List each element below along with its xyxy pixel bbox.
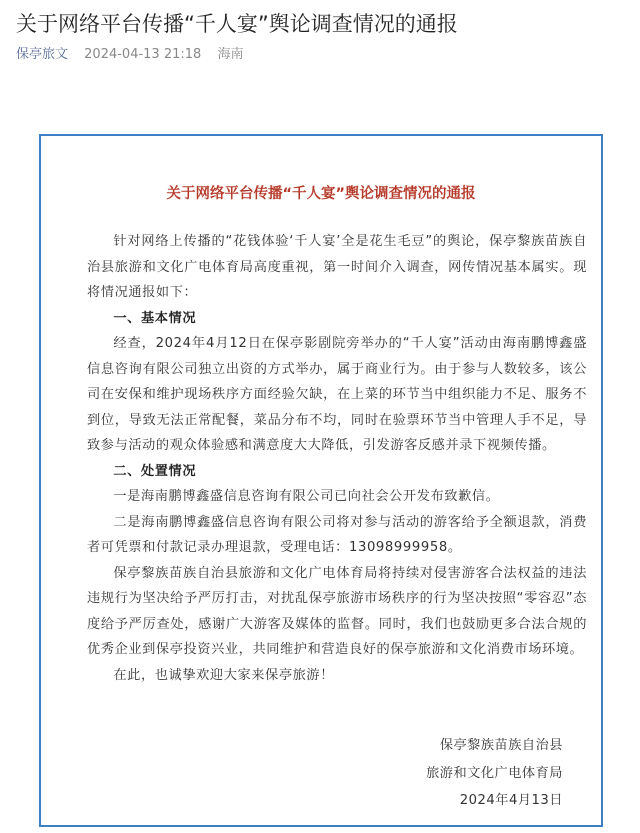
handling-item-1: 一是海南鹏博鑫盛信息咨询有限公司已向社会公开发布致歉信。 (113, 489, 500, 504)
notice-image (39, 134, 603, 827)
publish-datetime: 2024-04-13 21:18 (84, 47, 202, 62)
article-meta (16, 45, 243, 65)
handling-item-2: 二是海南鹏博鑫盛信息咨询有限公司将对参与活动的游客给予全额退款，消费者可凭票和付款记录办理退款，受理电话：13098999958。 (87, 514, 587, 555)
closing-paragraph: 保亭黎族苗族自治县旅游和文化广电体育局将持续对侵害游客合法权益的违法违规行为坚决给予严厉打击，对扰乱保亭旅游市场秩序的行为坚决按照“零容忍”态度给予严厉查处，感谢广大游客及媒体的监督。同时，我们也鼓励更多合法合规的优秀企业到保亭投资兴业，共同维护和营造良好的保亭旅游和文化消费市场环境。 (87, 565, 587, 657)
notice-body (87, 229, 587, 688)
author-link[interactable]: 保亭旅文 (16, 47, 69, 62)
intro-paragraph: 针对网络上传播的“花钱体验‘千人宴’全是花生毛豆”的舆论，保亭黎族苗族自治县旅游和文化广电体育局高度重视，第一时间介入调查，网传情况基本属实。现将情况通报如下： (87, 234, 587, 300)
section-heading-basic: 一、基本情况 (113, 310, 197, 326)
signature-date: 2024年4月13日 (459, 793, 563, 808)
publish-location: 海南 (217, 47, 244, 62)
signature-bureau: 旅游和文化广电体育局 (426, 765, 563, 781)
signature-county: 保亭黎族苗族自治县 (439, 738, 563, 753)
welcome-paragraph: 在此，也诚挚欢迎大家来保亭旅游！ (113, 667, 334, 683)
notice-title: 关于网络平台传播“千人宴”舆论调查情况的通报 (166, 186, 476, 202)
section-basic-paragraph: 经查，2024年4月12日在保亭影剧院旁举办的“千人宴”活动由海南鹏博鑫盛信息咨询有限公司独立出资的方式举办，属于商业行为。由于参与人数较多，该公司在安保和维护现场秩序方面经验欠缺，在上菜的环节当中组织能力不足、服务不到位，导致无法正常配餐，菜品分布不均，同时在验票环节当中管理人手不足，导致参与活动的观众体验感和满意度大大降低，引发游客反感并录下视频传播。 (87, 336, 587, 453)
signature-block (363, 732, 563, 815)
article-title: 关于网络平台传播“千人宴”舆论调查情况的通报 (16, 12, 458, 36)
section-heading-handling: 二、处置情况 (113, 463, 197, 479)
